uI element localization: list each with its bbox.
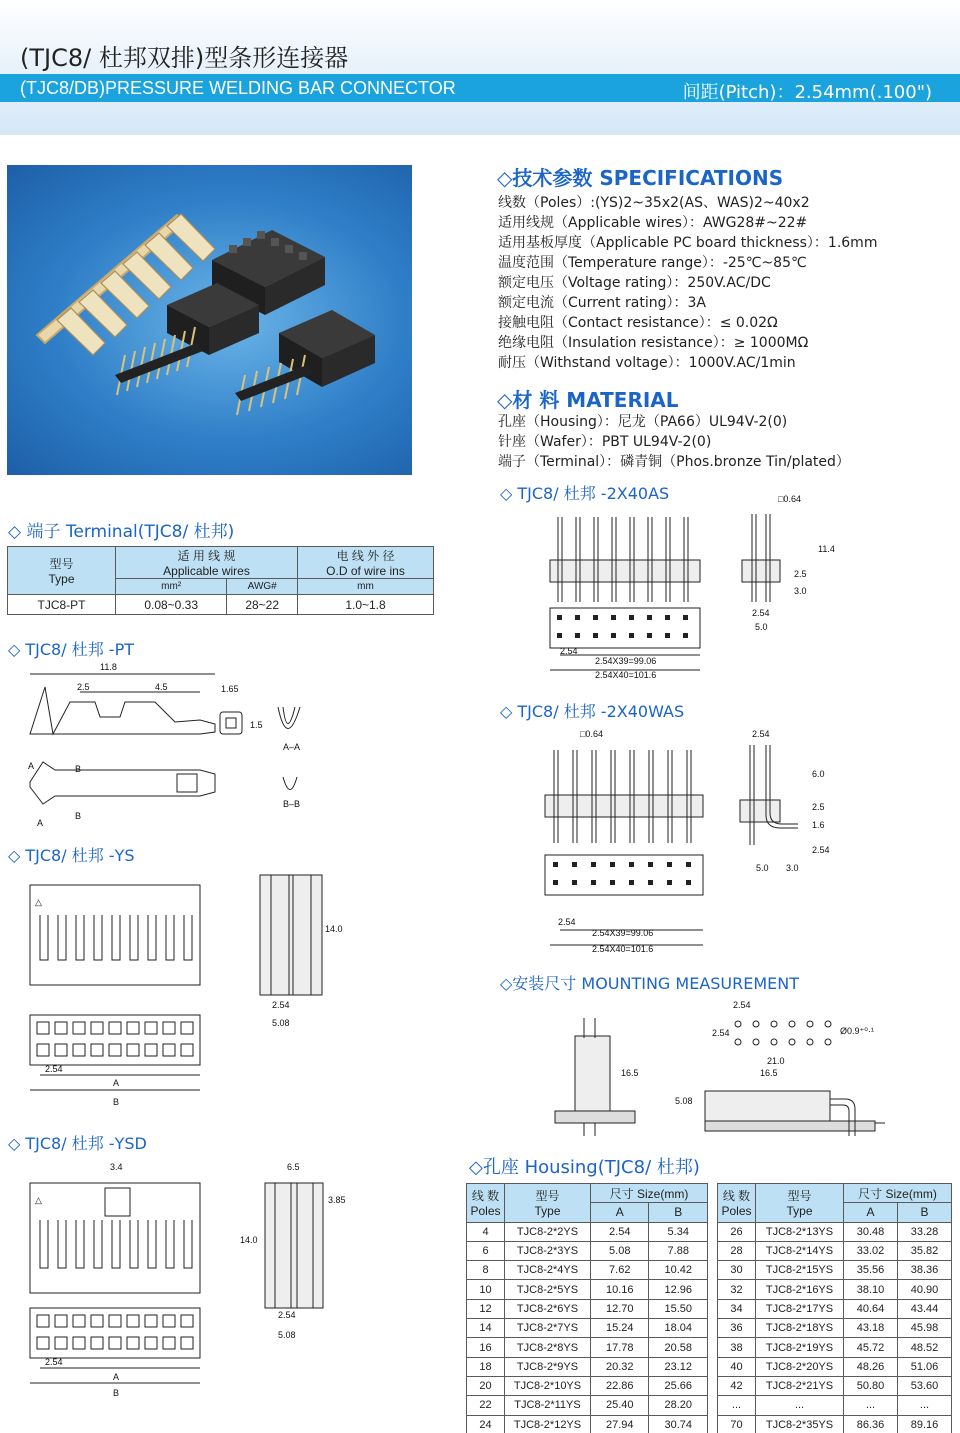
spec-line: 接触电阻（Contact resistance）：≤ 0.02Ω xyxy=(498,315,778,331)
table-cell: TJC8-PT xyxy=(8,595,116,615)
table-row xyxy=(467,1280,708,1299)
dim-label: 2.54 xyxy=(752,608,770,618)
table-row xyxy=(467,1319,708,1338)
ys-heading: ◇ TJC8/ 杜邦 -YS xyxy=(8,846,135,865)
table-cell: TJC8-2*11YS xyxy=(505,1396,591,1415)
table-cell: 30.74 xyxy=(649,1415,708,1433)
table-cell: TJC8-2*16YS xyxy=(756,1280,844,1299)
col-poles-en: Poles xyxy=(721,1204,752,1219)
dim-label: 2.54X40=101.6 xyxy=(592,944,654,954)
col-model xyxy=(8,547,116,595)
table-cell: 43.44 xyxy=(897,1299,951,1318)
table-cell: TJC8-2*5YS xyxy=(505,1280,591,1299)
sub-awg: AWG# xyxy=(227,579,298,595)
table-cell: 27.94 xyxy=(591,1415,649,1433)
dim-label: 5.08 xyxy=(278,1330,296,1340)
table-cell: 86.36 xyxy=(844,1415,898,1433)
table-cell: TJC8-2*8YS xyxy=(505,1338,591,1357)
table-cell: 10.16 xyxy=(591,1280,649,1299)
dim-label: 2.5 xyxy=(794,569,807,579)
spec-line: 耐压（Withstand voltage）：1000V.AC/1min xyxy=(498,355,796,371)
table-cell: 10 xyxy=(467,1280,505,1299)
table-cell: 40.90 xyxy=(897,1280,951,1299)
material-line: 端子（Terminal）：磷青铜（Phos.bronze Tin/plated） xyxy=(498,454,850,470)
table-row xyxy=(718,1222,952,1241)
title-bar xyxy=(0,74,960,102)
dim-label: A xyxy=(37,818,44,828)
triangle-mark: △ xyxy=(35,1195,42,1205)
table-cell: 15.24 xyxy=(591,1319,649,1338)
table-row xyxy=(718,1241,952,1260)
triangle-mark: △ xyxy=(35,897,42,907)
material-heading: ◇材 料 MATERIAL xyxy=(497,388,679,412)
col-size: 尺寸 Size(mm) xyxy=(844,1184,952,1203)
table-cell: 18.04 xyxy=(649,1319,708,1338)
table-row xyxy=(718,1299,952,1318)
table-cell: TJC8-2*6YS xyxy=(505,1299,591,1318)
dim-label: 2.5 xyxy=(812,802,825,812)
spec-line: 温度范围（Temperature range）：-25℃~85℃ xyxy=(498,255,807,271)
table-cell: 35.56 xyxy=(844,1261,898,1280)
col-size: 尺寸 Size(mm) xyxy=(591,1184,708,1203)
table-cell: 28.20 xyxy=(649,1396,708,1415)
dim-label: 2.54X39=99.06 xyxy=(592,928,654,938)
terminal-table xyxy=(7,546,434,615)
table-cell: TJC8-2*18YS xyxy=(756,1319,844,1338)
table-cell: 12.96 xyxy=(649,1280,708,1299)
table-row xyxy=(718,1338,952,1357)
table-cell: 30.48 xyxy=(844,1222,898,1241)
table-cell: TJC8-2*10YS xyxy=(505,1376,591,1395)
table-cell: 48.26 xyxy=(844,1357,898,1376)
col-poles xyxy=(718,1184,756,1223)
table-cell: 25.66 xyxy=(649,1376,708,1395)
dim-label: 11.4 xyxy=(818,544,835,554)
dim-label: A xyxy=(113,1078,120,1088)
specifications-heading: ◇技术参数 SPECIFICATIONS xyxy=(497,166,784,190)
dim-label: 2.54 xyxy=(812,845,830,855)
table-cell: TJC8-2*21YS xyxy=(756,1376,844,1395)
table-cell: 20.32 xyxy=(591,1357,649,1376)
table-cell: 26 xyxy=(718,1222,756,1241)
table-cell: 40.64 xyxy=(844,1299,898,1318)
table-cell: 14 xyxy=(467,1319,505,1338)
col-poles-cn: 线 数 xyxy=(471,1189,500,1204)
table-cell: 36 xyxy=(718,1319,756,1338)
dim-label: 21.0 xyxy=(767,1056,785,1066)
col-type xyxy=(505,1184,591,1223)
dim-label: 2.54 xyxy=(560,646,578,656)
table-cell: TJC8-2*13YS xyxy=(756,1222,844,1241)
table-cell: TJC8-2*20YS xyxy=(756,1357,844,1376)
dim-label: 5.08 xyxy=(272,1018,290,1028)
terminal-heading: ◇ 端子 Terminal(TJC8/ 杜邦) xyxy=(8,522,235,542)
col-od-en: O.D of wire ins xyxy=(326,564,405,578)
sub-mm: mm xyxy=(298,579,434,595)
table-cell: 34 xyxy=(718,1299,756,1318)
dim-label: 2.5 xyxy=(77,682,90,692)
table-cell: 45.98 xyxy=(897,1319,951,1338)
table-cell: 48.52 xyxy=(897,1338,951,1357)
dim-label: 1.6 xyxy=(812,820,825,830)
table-row xyxy=(467,1338,708,1357)
table-cell: 20 xyxy=(467,1376,505,1395)
table-cell: 28~22 xyxy=(227,595,298,615)
table-cell: 43.18 xyxy=(844,1319,898,1338)
table-row xyxy=(467,1415,708,1433)
table-row xyxy=(718,1396,952,1415)
table-cell: 12 xyxy=(467,1299,505,1318)
col-a: A xyxy=(844,1203,898,1222)
ys-housing-drawing xyxy=(25,870,355,1110)
dim-label: 2.54 xyxy=(752,729,770,739)
table-row xyxy=(467,1241,708,1260)
table-row xyxy=(718,1357,952,1376)
table-cell: 33.28 xyxy=(897,1222,951,1241)
table-cell: TJC8-2*17YS xyxy=(756,1299,844,1318)
ysd-heading: ◇ TJC8/ 杜邦 -YSD xyxy=(8,1134,147,1153)
table-row xyxy=(718,1376,952,1395)
table-row xyxy=(467,1299,708,1318)
table-cell: 89.16 xyxy=(897,1415,951,1433)
table-cell: 15.50 xyxy=(649,1299,708,1318)
table-row xyxy=(718,1261,952,1280)
ysd-housing-drawing xyxy=(25,1158,355,1398)
table-cell: TJC8-2*14YS xyxy=(756,1241,844,1260)
dim-label: □0.64 xyxy=(778,494,801,504)
dim-label: B xyxy=(113,1388,120,1398)
dim-label: B xyxy=(75,764,82,774)
material-line: 孔座（Housing）：尼龙（PA66）UL94V-2(0) xyxy=(498,414,788,430)
col-wire-en: Applicable wires xyxy=(163,564,250,578)
table-cell: TJC8-2*12YS xyxy=(505,1415,591,1433)
table-cell: 50.80 xyxy=(844,1376,898,1395)
dim-label: 3.4 xyxy=(110,1162,123,1172)
table-cell: 1.0~1.8 xyxy=(298,595,434,615)
table-row xyxy=(467,1222,708,1241)
table-cell: 7.88 xyxy=(649,1241,708,1260)
2x40as-header-drawing xyxy=(540,492,860,680)
dim-label: A xyxy=(28,761,35,771)
dim-label: B xyxy=(75,811,82,821)
col-b: B xyxy=(897,1203,951,1222)
col-wire-cn: 适 用 线 规 xyxy=(177,549,236,563)
table-cell: 28 xyxy=(718,1241,756,1260)
spec-line: 额定电流（Current rating）：3A xyxy=(498,295,706,311)
dim-label: 5.08 xyxy=(675,1096,693,1106)
col-od xyxy=(298,547,434,579)
dim-label: 2.54 xyxy=(278,1310,296,1320)
spec-line: 绝缘电阻（Insulation resistance）：≥ 1000MΩ xyxy=(498,335,809,351)
table-cell: ... xyxy=(718,1396,756,1415)
english-title: (TJC8/DB)PRESSURE WELDING BAR CONNECTOR xyxy=(20,78,456,98)
dim-label: □0.64 xyxy=(580,729,603,739)
col-poles xyxy=(467,1184,505,1223)
table-cell: 38 xyxy=(718,1338,756,1357)
table-row xyxy=(718,1415,952,1433)
table-cell: 22 xyxy=(467,1396,505,1415)
dim-label: 6.5 xyxy=(287,1162,300,1172)
spec-line: 线数（Poles）:(YS)2~35x2(AS、WAS)2~40x2 xyxy=(498,195,810,211)
table-row xyxy=(467,1376,708,1395)
pt-heading: ◇ TJC8/ 杜邦 -PT xyxy=(8,640,134,659)
page-header xyxy=(0,0,960,135)
table-cell: 5.34 xyxy=(649,1222,708,1241)
table-cell: TJC8-2*2YS xyxy=(505,1222,591,1241)
dim-label: 5.0 xyxy=(756,863,769,873)
table-cell: 2.54 xyxy=(591,1222,649,1241)
as-heading: ◇ TJC8/ 杜邦 -2X40AS xyxy=(500,484,670,503)
dim-label: 2.54 xyxy=(45,1357,63,1367)
table-cell: 18 xyxy=(467,1357,505,1376)
dim-label: 16.5 xyxy=(621,1068,639,1078)
pt-terminal-drawing xyxy=(25,662,355,842)
dim-label: 2.54 xyxy=(45,1064,63,1074)
table-cell: ... xyxy=(897,1396,951,1415)
table-cell: 12.70 xyxy=(591,1299,649,1318)
col-type-en: Type xyxy=(534,1204,561,1219)
table-cell: 6 xyxy=(467,1241,505,1260)
material-line: 针座（Wafer）：PBT UL94V-2(0) xyxy=(498,434,712,450)
dim-label: 14.0 xyxy=(240,1235,258,1245)
col-b: B xyxy=(649,1203,708,1222)
dim-label: 2.54 xyxy=(272,1000,290,1010)
table-row xyxy=(718,1319,952,1338)
table-cell: 7.62 xyxy=(591,1261,649,1280)
table-cell: 23.12 xyxy=(649,1357,708,1376)
table-cell: 45.72 xyxy=(844,1338,898,1357)
table-cell: 8 xyxy=(467,1261,505,1280)
table-cell: 42 xyxy=(718,1376,756,1395)
dim-label: 3.0 xyxy=(786,863,799,873)
pitch-label: 间距(Pitch)：2.54mm(.100") xyxy=(682,82,932,103)
table-cell: 35.82 xyxy=(897,1241,951,1260)
table-cell: 25.40 xyxy=(591,1396,649,1415)
table-cell: ... xyxy=(844,1396,898,1415)
table-cell: 5.08 xyxy=(591,1241,649,1260)
dim-label: 2.54 xyxy=(712,1028,730,1038)
dim-label: B–B xyxy=(283,799,301,809)
housing-heading: ◇孔座 Housing(TJC8/ 杜邦) xyxy=(469,1157,700,1178)
dim-label: B xyxy=(113,1097,120,1107)
table-row xyxy=(718,1280,952,1299)
dim-label: 2.54 xyxy=(733,1000,751,1010)
housing-table-left xyxy=(466,1183,708,1433)
page-title: (TJC8/ 杜邦双排)型条形连接器 xyxy=(20,44,349,72)
col-poles-en: Poles xyxy=(470,1204,501,1219)
table-cell: TJC8-2*19YS xyxy=(756,1338,844,1357)
dim-label: 5.0 xyxy=(755,622,768,632)
table-cell: 4 xyxy=(467,1222,505,1241)
table-cell: TJC8-2*7YS xyxy=(505,1319,591,1338)
dim-label: 2.54 xyxy=(558,917,576,927)
table-cell: TJC8-2*9YS xyxy=(505,1357,591,1376)
table-cell: TJC8-2*15YS xyxy=(756,1261,844,1280)
dim-label: 2.54X39=99.06 xyxy=(595,656,657,666)
table-cell: 30 xyxy=(718,1261,756,1280)
2x40was-header-drawing xyxy=(540,725,860,955)
dim-label: A xyxy=(113,1372,120,1382)
col-model-en: Type xyxy=(48,572,75,586)
dim-label: 11.8 xyxy=(100,662,117,672)
dim-label: 1.65 xyxy=(221,684,239,694)
dim-label: 16.5 xyxy=(760,1068,778,1078)
spec-line: 适用基板厚度（Applicable PC board thickness）：1.6mm xyxy=(498,235,878,251)
table-cell: 51.06 xyxy=(897,1357,951,1376)
mounting-drawing xyxy=(555,996,875,1136)
table-row xyxy=(467,1261,708,1280)
table-cell: 38.36 xyxy=(897,1261,951,1280)
table-cell: 24 xyxy=(467,1415,505,1433)
col-type-en: Type xyxy=(786,1204,813,1219)
col-model-cn: 型号 xyxy=(49,557,74,571)
product-photo xyxy=(7,165,412,475)
dim-label: 2.54X40=101.6 xyxy=(595,670,657,680)
dim-label: 14.0 xyxy=(325,924,343,934)
table-cell: 0.08~0.33 xyxy=(116,595,227,615)
table-cell: 53.60 xyxy=(897,1376,951,1395)
dim-label: 6.0 xyxy=(812,769,825,779)
table-cell: 20.58 xyxy=(649,1338,708,1357)
table-cell: 10.42 xyxy=(649,1261,708,1280)
was-heading: ◇ TJC8/ 杜邦 -2X40WAS xyxy=(500,702,685,721)
table-cell: 32 xyxy=(718,1280,756,1299)
col-wire xyxy=(116,547,298,579)
table-cell: TJC8-2*4YS xyxy=(505,1261,591,1280)
mounting-heading: ◇安装尺寸 MOUNTING MEASUREMENT xyxy=(500,974,800,993)
col-a: A xyxy=(591,1203,649,1222)
dim-label: Ø0.9⁺⁰·¹ xyxy=(840,1026,874,1036)
table-cell: TJC8-2*35YS xyxy=(756,1415,844,1433)
table-cell: 16 xyxy=(467,1338,505,1357)
spec-line: 额定电压（Voltage rating）：250V.AC/DC xyxy=(498,275,771,291)
col-poles-cn: 线 数 xyxy=(722,1189,751,1204)
table-cell: 33.02 xyxy=(844,1241,898,1260)
table-cell: 70 xyxy=(718,1415,756,1433)
dim-label: 3.0 xyxy=(794,586,807,596)
dim-label: 1.5 xyxy=(250,720,263,730)
table-row xyxy=(467,1357,708,1376)
table-cell: 38.10 xyxy=(844,1280,898,1299)
col-od-cn: 电 线 外 径 xyxy=(336,549,395,563)
table-cell: TJC8-2*3YS xyxy=(505,1241,591,1260)
spec-line: 适用线规（Applicable wires）：AWG28#~22# xyxy=(498,215,808,231)
sub-mm2: mm² xyxy=(116,579,227,595)
table-cell: ... xyxy=(756,1396,844,1415)
table-cell: 22.86 xyxy=(591,1376,649,1395)
table-row xyxy=(467,1396,708,1415)
dim-label: 3.85 xyxy=(328,1195,346,1205)
col-type-cn: 型号 xyxy=(535,1189,560,1204)
col-type xyxy=(756,1184,844,1223)
table-cell: 40 xyxy=(718,1357,756,1376)
dim-label: 4.5 xyxy=(155,682,168,692)
dim-label: A–A xyxy=(283,742,301,752)
table-cell: 17.78 xyxy=(591,1338,649,1357)
housing-table-right xyxy=(717,1183,952,1433)
col-type-cn: 型号 xyxy=(787,1189,812,1204)
